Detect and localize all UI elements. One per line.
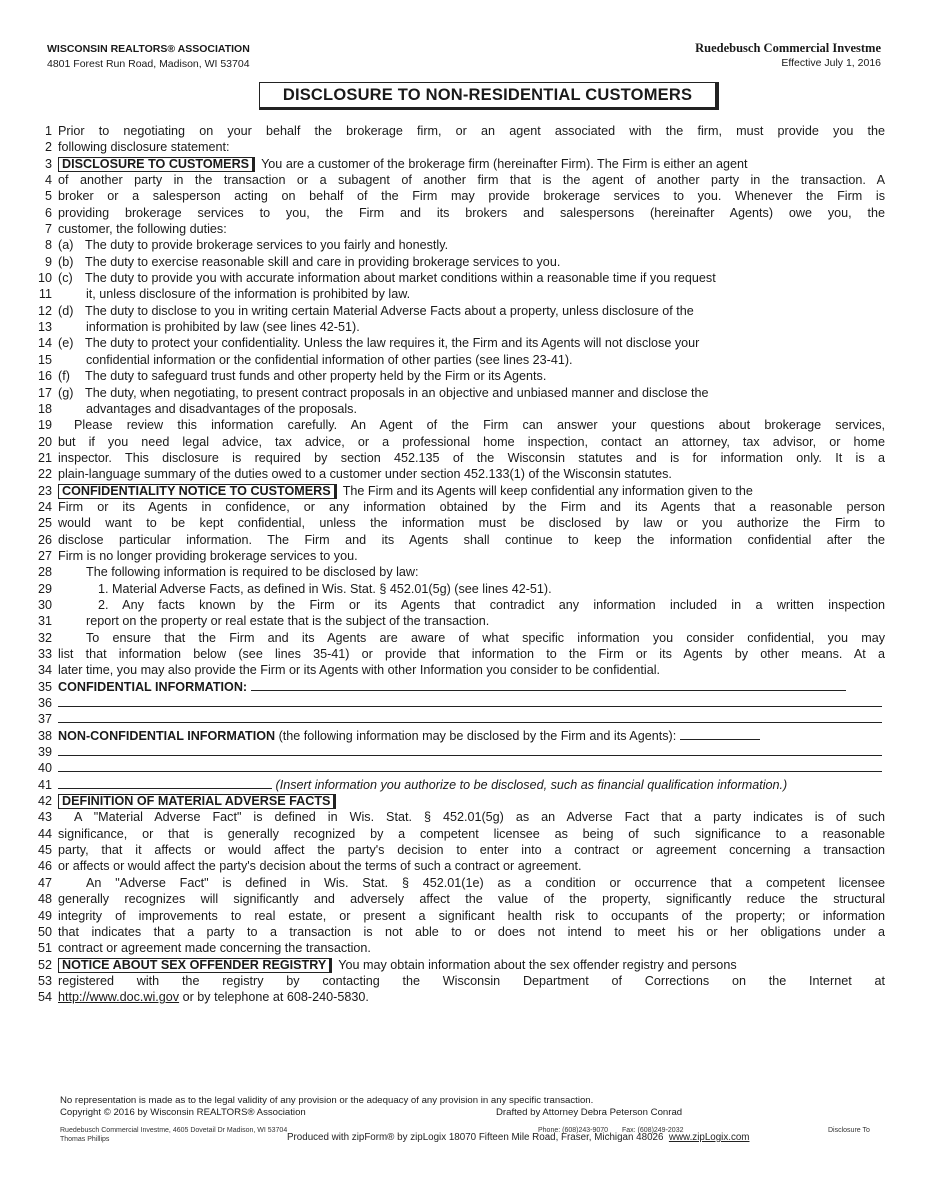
line-43: 43 A "Material Adverse Fact" is defined in Wis. Stat. § 452.01(5g) as an Adverse Fact that a party indicates is of such [37, 810, 885, 825]
non-confidential-info-label: NON-CONFIDENTIAL INFORMATION [58, 728, 276, 743]
line-text: or by telephone at 608-240-5830. [182, 990, 369, 1005]
line-46: 46 or affects or would affect the party's decision about the terms of such a contract or agreement. [30, 858, 885, 874]
line-14: 14 (e) The duty to protect your confidentiality. Unless the law requires it, the Firm and its Agents will not disclose your [37, 336, 700, 351]
drafted-by: Drafted by Attorney Debra Peterson Conrad [496, 1107, 683, 1118]
line-text: report on the property or real estate that is the subject of the transaction. [86, 614, 490, 629]
line-44: 44 significance, or that is generally recognized by a competent licensee as being of such significance to a reasonable [37, 826, 885, 841]
section-heading-material-adverse-facts: DEFINITION OF MATERIAL ADVERSE FACTS [58, 794, 336, 809]
doc-wi-gov-link[interactable]: http://www.doc.wi.gov [58, 990, 180, 1005]
line-text: Firm is no longer providing brokerage services to you. [58, 548, 358, 563]
line-36: 36 [30, 695, 885, 711]
line-text: You may obtain information about the sex offender registry and persons [338, 957, 737, 972]
disclaimer-text: No representation is made as to the legal validity of any provision or the adequacy of any provision in any specific transaction. [60, 1095, 594, 1106]
line-text: but if you need legal advice, tax advice, or a professional home inspection, contact an attorney, tax advisor, or home [58, 434, 885, 449]
line-text: An "Adverse Fact" is defined in Wis. Stat. § 452.01(1e) as a condition or occurrence that a competent licensee [86, 875, 885, 890]
line-text: The duty to provide brokerage services to you fairly and honestly. [85, 238, 449, 253]
ziplogix-link[interactable]: www.zipLogix.com [668, 1132, 750, 1143]
line-38: 38 NON-CONFIDENTIAL INFORMATION (the following information may be disclosed by the Firm and its Agents): [30, 728, 885, 744]
item-label: (a) [58, 238, 74, 253]
line-text: The duty to disclose to you in writing certain Material Adverse Facts about a property, unless disclosure of the [85, 303, 694, 318]
item-label: (g) [58, 385, 74, 400]
line-39: 39 [30, 744, 885, 760]
copyright-text: Copyright © 2016 by Wisconsin REALTORS® Association [60, 1107, 306, 1118]
line-text: The duty to provide you with accurate information about market conditions within a reasonable time if you request [85, 271, 716, 286]
line-15: 15 confidential information or the confidential information of other parties (see lines 23-41). [30, 352, 885, 368]
line-11: 11 it, unless disclosure of the information is prohibited by law. [30, 286, 885, 302]
line-text: advantages and disadvantages of the proposals. [86, 401, 357, 416]
broker-fax: Fax: (608)249-2032 [622, 1127, 684, 1134]
line-text: The duty to safeguard trust funds and other property held by the Firm or its Agents. [85, 369, 547, 384]
line-text: customer, the following duties: [58, 222, 227, 237]
line-text: 1. Material Adverse Facts, as defined in Wis. Stat. § 452.01(5g) (see lines 42-51). [98, 581, 552, 596]
line-text: list that information below (see lines 35-41) or provide that information to the Firm or its Agents by other means. At a [58, 647, 885, 661]
item-label: (d) [58, 303, 74, 318]
line-text: registered with the registry by contacting the Wisconsin Department of Corrections on the Internet at [58, 973, 885, 988]
line-text: Prior to negotiating on your behalf the brokerage firm, or an agent associated with the firm, must provide you the [58, 124, 885, 138]
confidential-info-field-3[interactable] [58, 711, 882, 723]
line-8: 8 (a) The duty to provide brokerage services to you fairly and honestly. [44, 238, 449, 253]
line-27: 27 Firm is no longer providing brokerage services to you. [30, 548, 885, 564]
section-heading-sex-offender-registry: NOTICE ABOUT SEX OFFENDER REGISTRY [58, 958, 332, 973]
header-right [695, 41, 881, 71]
line-text: The duty to protect your confidentiality. Unless the law requires it, the Firm and its Agents will not disclose your [85, 336, 700, 351]
line-text: would want to be kept confidential, unless the information must be disclosed by law or you authorize the Firm to [58, 516, 885, 531]
line-3: 3 DISCLOSURE TO CUSTOMERS You are a customer of the brokerage firm (hereinafter Firm). The Firm is either an agent [44, 156, 748, 171]
line-23: 23 CONFIDENTIALITY NOTICE TO CUSTOMERS The Firm and its Agents will keep confidential any information given to the [37, 483, 753, 498]
line-20: 20 but if you need legal advice, tax advice, or a professional home inspection, contact an attorney, tax advisor, or home [37, 434, 885, 449]
line-text: it, unless disclosure of the information is prohibited by law. [86, 287, 411, 302]
line-17: 17 (g) The duty, when negotiating, to present contract proposals in an objective and unbiased manner and disclose the [37, 385, 709, 400]
line-text: contract or agreement made concerning the transaction. [58, 941, 371, 956]
non-confidential-info-field-1[interactable] [680, 728, 760, 740]
line-16: 16 (f) The duty to safeguard trust funds and other property held by the Firm or its Agents. [37, 369, 547, 384]
line-text: integrity of improvements to real estate, or present a significant health risk to occupants of the property; or information [58, 908, 885, 923]
line-text: broker or a salesperson acting on behalf of the Firm may provide brokerage services to you. Whenever the Firm is [58, 189, 885, 204]
non-confidential-info-field-2[interactable] [58, 744, 882, 756]
line-text: (the following information may be disclosed by the Firm and its Agents): [278, 728, 677, 743]
line-1: 1 Prior to negotiating on your behalf the brokerage firm, or an agent associated with the firm, must provide you the [44, 124, 885, 138]
line-text: (Insert information you authorize to be disclosed, such as financial qualification information.) [275, 777, 788, 792]
line-25: 25 would want to be kept confidential, unless the information must be disclosed by law or you authorize the Firm to [37, 516, 885, 531]
line-text: inspector. This disclosure is required by section 452.135 of the Wisconsin statutes and is for information only. It is a [58, 450, 885, 465]
effective-date: Effective July 1, 2016 [781, 57, 881, 69]
line-50: 50 that indicates that a party to a transaction is not able to or does not intend to meet his or her obligations under a [37, 924, 885, 939]
line-text: information is prohibited by law (see lines 42-51). [86, 320, 360, 335]
line-53: 53 registered with the registry by contacting the Wisconsin Department of Corrections on the Internet at [37, 973, 885, 988]
line-text: or affects or would affect the party's decision about the terms of such a contract or agreement. [58, 859, 582, 874]
line-18: 18 advantages and disadvantages of the proposals. [30, 401, 885, 417]
line-text: confidential information or the confidential information of other parties (see lines 23-41). [86, 352, 573, 367]
line-5: 5 broker or a salesperson acting on behalf of the Firm may provide brokerage services to you. Whenever the Firm is [44, 189, 885, 204]
item-label: (c) [58, 271, 73, 286]
document-body [30, 123, 885, 1006]
item-label: (e) [58, 336, 74, 351]
line-text: following disclosure statement: [58, 140, 230, 155]
confidential-info-field-2[interactable] [58, 695, 882, 707]
line-text: The duty, when negotiating, to present contract proposals in an objective and unbiased manner and disclose the [85, 385, 709, 400]
line-22: 22 plain-language summary of the duties owed to a customer under section 452.133(1) of the Wisconsin statutes. [30, 466, 885, 482]
line-text: providing brokerage services to you, the Firm and its brokers and salespersons (hereinafter Agents) owe you, the [58, 205, 885, 220]
line-48: 48 generally recognizes will significantly and adversely affect the value of the property, significantly reduce the structural [37, 892, 885, 907]
line-text: A "Material Adverse Fact" is defined in Wis. Stat. § 452.01(5g) as an Adverse Fact that a party indicates is of such [74, 810, 885, 825]
line-52: 52 NOTICE ABOUT SEX OFFENDER REGISTRY You may obtain information about the sex offender registry and persons [37, 957, 737, 972]
line-45: 45 party, that it affects or would affect the party's decision to enter into a contract or agreement concerning a transaction [37, 843, 885, 858]
agent-name: Thomas Phillips [60, 1136, 110, 1143]
section-heading-disclosure: DISCLOSURE TO CUSTOMERS [58, 157, 255, 172]
line-19: 19 Please review this information carefully. An Agent of the Firm can answer your questions about brokerage services, [37, 418, 885, 433]
line-35: 35 CONFIDENTIAL INFORMATION: [30, 679, 885, 695]
line-text: plain-language summary of the duties owed to a customer under section 452.133(1) of the Wisconsin statutes. [58, 467, 672, 482]
line-text: The following information is required to be disclosed by law: [86, 565, 419, 580]
line-text: that indicates that a party to a transaction is not able to or does not intend to meet his or her obligations under a [58, 924, 885, 939]
line-47: 47 An "Adverse Fact" is defined in Wis. Stat. § 452.01(1e) as a condition or occurrence that a competent licensee [37, 875, 885, 890]
line-30: 30 2. Any facts known by the Firm or its Agents that contradict any information included in a written inspection [37, 597, 885, 612]
line-text: of another party in the transaction or a subagent of another firm that is the agent of another party in the transaction. A [58, 173, 885, 188]
org-name: WISCONSIN REALTORS® ASSOCIATION [47, 43, 250, 55]
line-text: later time, you may also provide the Firm or its Agents with other Information you consider to be confidential. [58, 663, 660, 678]
line-text: Please review this information carefully. An Agent of the Firm can answer your questions about brokerage services, [74, 418, 885, 433]
line-51: 51 contract or agreement made concerning the transaction. [30, 940, 885, 956]
non-confidential-info-field-3[interactable] [58, 760, 882, 772]
line-text: The duty to exercise reasonable skill and care in providing brokerage services to you. [85, 254, 561, 269]
footer-disclaimer [60, 1095, 760, 1119]
line-24: 24 Firm or its Agents in confidence, or any information obtained by the Firm and its Agents that a reasonable person [37, 499, 885, 514]
broker-address: Ruedebusch Commercial Investme, 4605 Dovetail Dr Madison, WI 53704 [60, 1127, 288, 1134]
line-text: party, that it affects or would affect the party's decision to enter into a contract or agreement concerning a transaction [58, 843, 885, 858]
line-2: 2 following disclosure statement: [30, 139, 885, 155]
line-text: The Firm and its Agents will keep confidential any information given to the [342, 483, 753, 498]
line-29: 29 1. Material Adverse Facts, as defined in Wis. Stat. § 452.01(5g) (see lines 42-51). [30, 581, 885, 597]
line-40: 40 [30, 760, 885, 776]
line-54: 54 http://www.doc.wi.gov or by telephone at 608-240-5830. [37, 990, 369, 1005]
line-33: 33 list that information below (see lines 35-41) or provide that information to the Firm or its Agents by other means. At a [37, 647, 885, 661]
line-4: 4 of another party in the transaction or a subagent of another firm that is the agent of another party in the transaction. A [44, 173, 885, 188]
line-31: 31 report on the property or real estate that is the subject of the transaction. [30, 613, 885, 629]
line-28: 28 The following information is required to be disclosed by law: [30, 564, 885, 580]
company-name: Ruedebusch Commercial Investme [695, 41, 881, 55]
line-21: 21 inspector. This disclosure is required by section 452.135 of the Wisconsin statutes and is for information only. It is a [37, 450, 885, 465]
confidential-info-field-1[interactable] [251, 679, 846, 691]
broker-phone: Phone: (608)243-9070 [538, 1127, 609, 1134]
line-6: 6 providing brokerage services to you, the Firm and its brokers and salespersons (hereinafter Agents) owe you, the [44, 205, 885, 220]
line-42: 42 DEFINITION OF MATERIAL ADVERSE FACTS [30, 793, 885, 809]
produced-with [287, 1133, 749, 1143]
org-address: 4801 Forest Run Road, Madison, WI 53704 [47, 58, 250, 70]
item-label: (b) [58, 254, 74, 269]
section-heading-confidentiality: CONFIDENTIALITY NOTICE TO CUSTOMERS [58, 484, 337, 499]
line-text: To ensure that the Firm and its Agents are aware of what specific information you consider confidential, you may [86, 630, 885, 645]
line-26: 26 disclose particular information. The Firm and its Agents shall continue to keep the information confidential after the [37, 532, 885, 547]
document-name: Disclosure To [828, 1127, 870, 1134]
line-12: 12 (d) The duty to disclose to you in writing certain Material Adverse Facts about a property, unless disclosure of the [37, 303, 694, 318]
line-10: 10 (c) The duty to provide you with accurate information about market conditions within a reasonable time if you request [37, 271, 716, 286]
produced-text: Produced with zipForm® by zipLogix 18070 Fifteen Mile Road, Fraser, Michigan 48026 [287, 1132, 664, 1143]
line-13: 13 information is prohibited by law (see lines 42-51). [30, 319, 885, 335]
line-text: You are a customer of the brokerage firm (hereinafter Firm). The Firm is either an agent [261, 156, 748, 171]
line-text: Firm or its Agents in confidence, or any information obtained by the Firm and its Agents that a reasonable person [58, 499, 885, 514]
line-9: 9 (b) The duty to exercise reasonable skill and care in providing brokerage services to you. [44, 254, 561, 269]
line-7: 7 customer, the following duties: [30, 221, 885, 237]
line-text: 2. Any facts known by the Firm or its Agents that contradict any information included in a written inspection [98, 597, 885, 612]
line-41: 41 (Insert information you authorize to be disclosed, such as financial qualification information.) [37, 777, 788, 792]
line-49: 49 integrity of improvements to real estate, or present a significant health risk to occupants of the property; or information [37, 908, 885, 923]
non-confidential-info-field-4[interactable] [58, 777, 272, 789]
confidential-info-label: CONFIDENTIAL INFORMATION: [58, 679, 248, 694]
line-text: generally recognizes will significantly and adversely affect the value of the property, significantly reduce the structural [58, 892, 885, 907]
document-title: DISCLOSURE TO NON-RESIDENTIAL CUSTOMERS [259, 82, 719, 110]
line-text: significance, or that is generally recognized by a competent licensee as being of such significance to a reasonable [58, 826, 885, 841]
header-left [47, 42, 250, 72]
item-label: (f) [58, 369, 70, 384]
line-text: disclose particular information. The Firm and its Agents shall continue to keep the information confidential after the [58, 532, 885, 547]
line-37: 37 [30, 711, 885, 727]
line-32: 32 To ensure that the Firm and its Agents are aware of what specific information you consider confidential, you may [37, 630, 885, 645]
line-34: 34 later time, you may also provide the Firm or its Agents with other Information you consider to be confidential. [30, 662, 885, 678]
